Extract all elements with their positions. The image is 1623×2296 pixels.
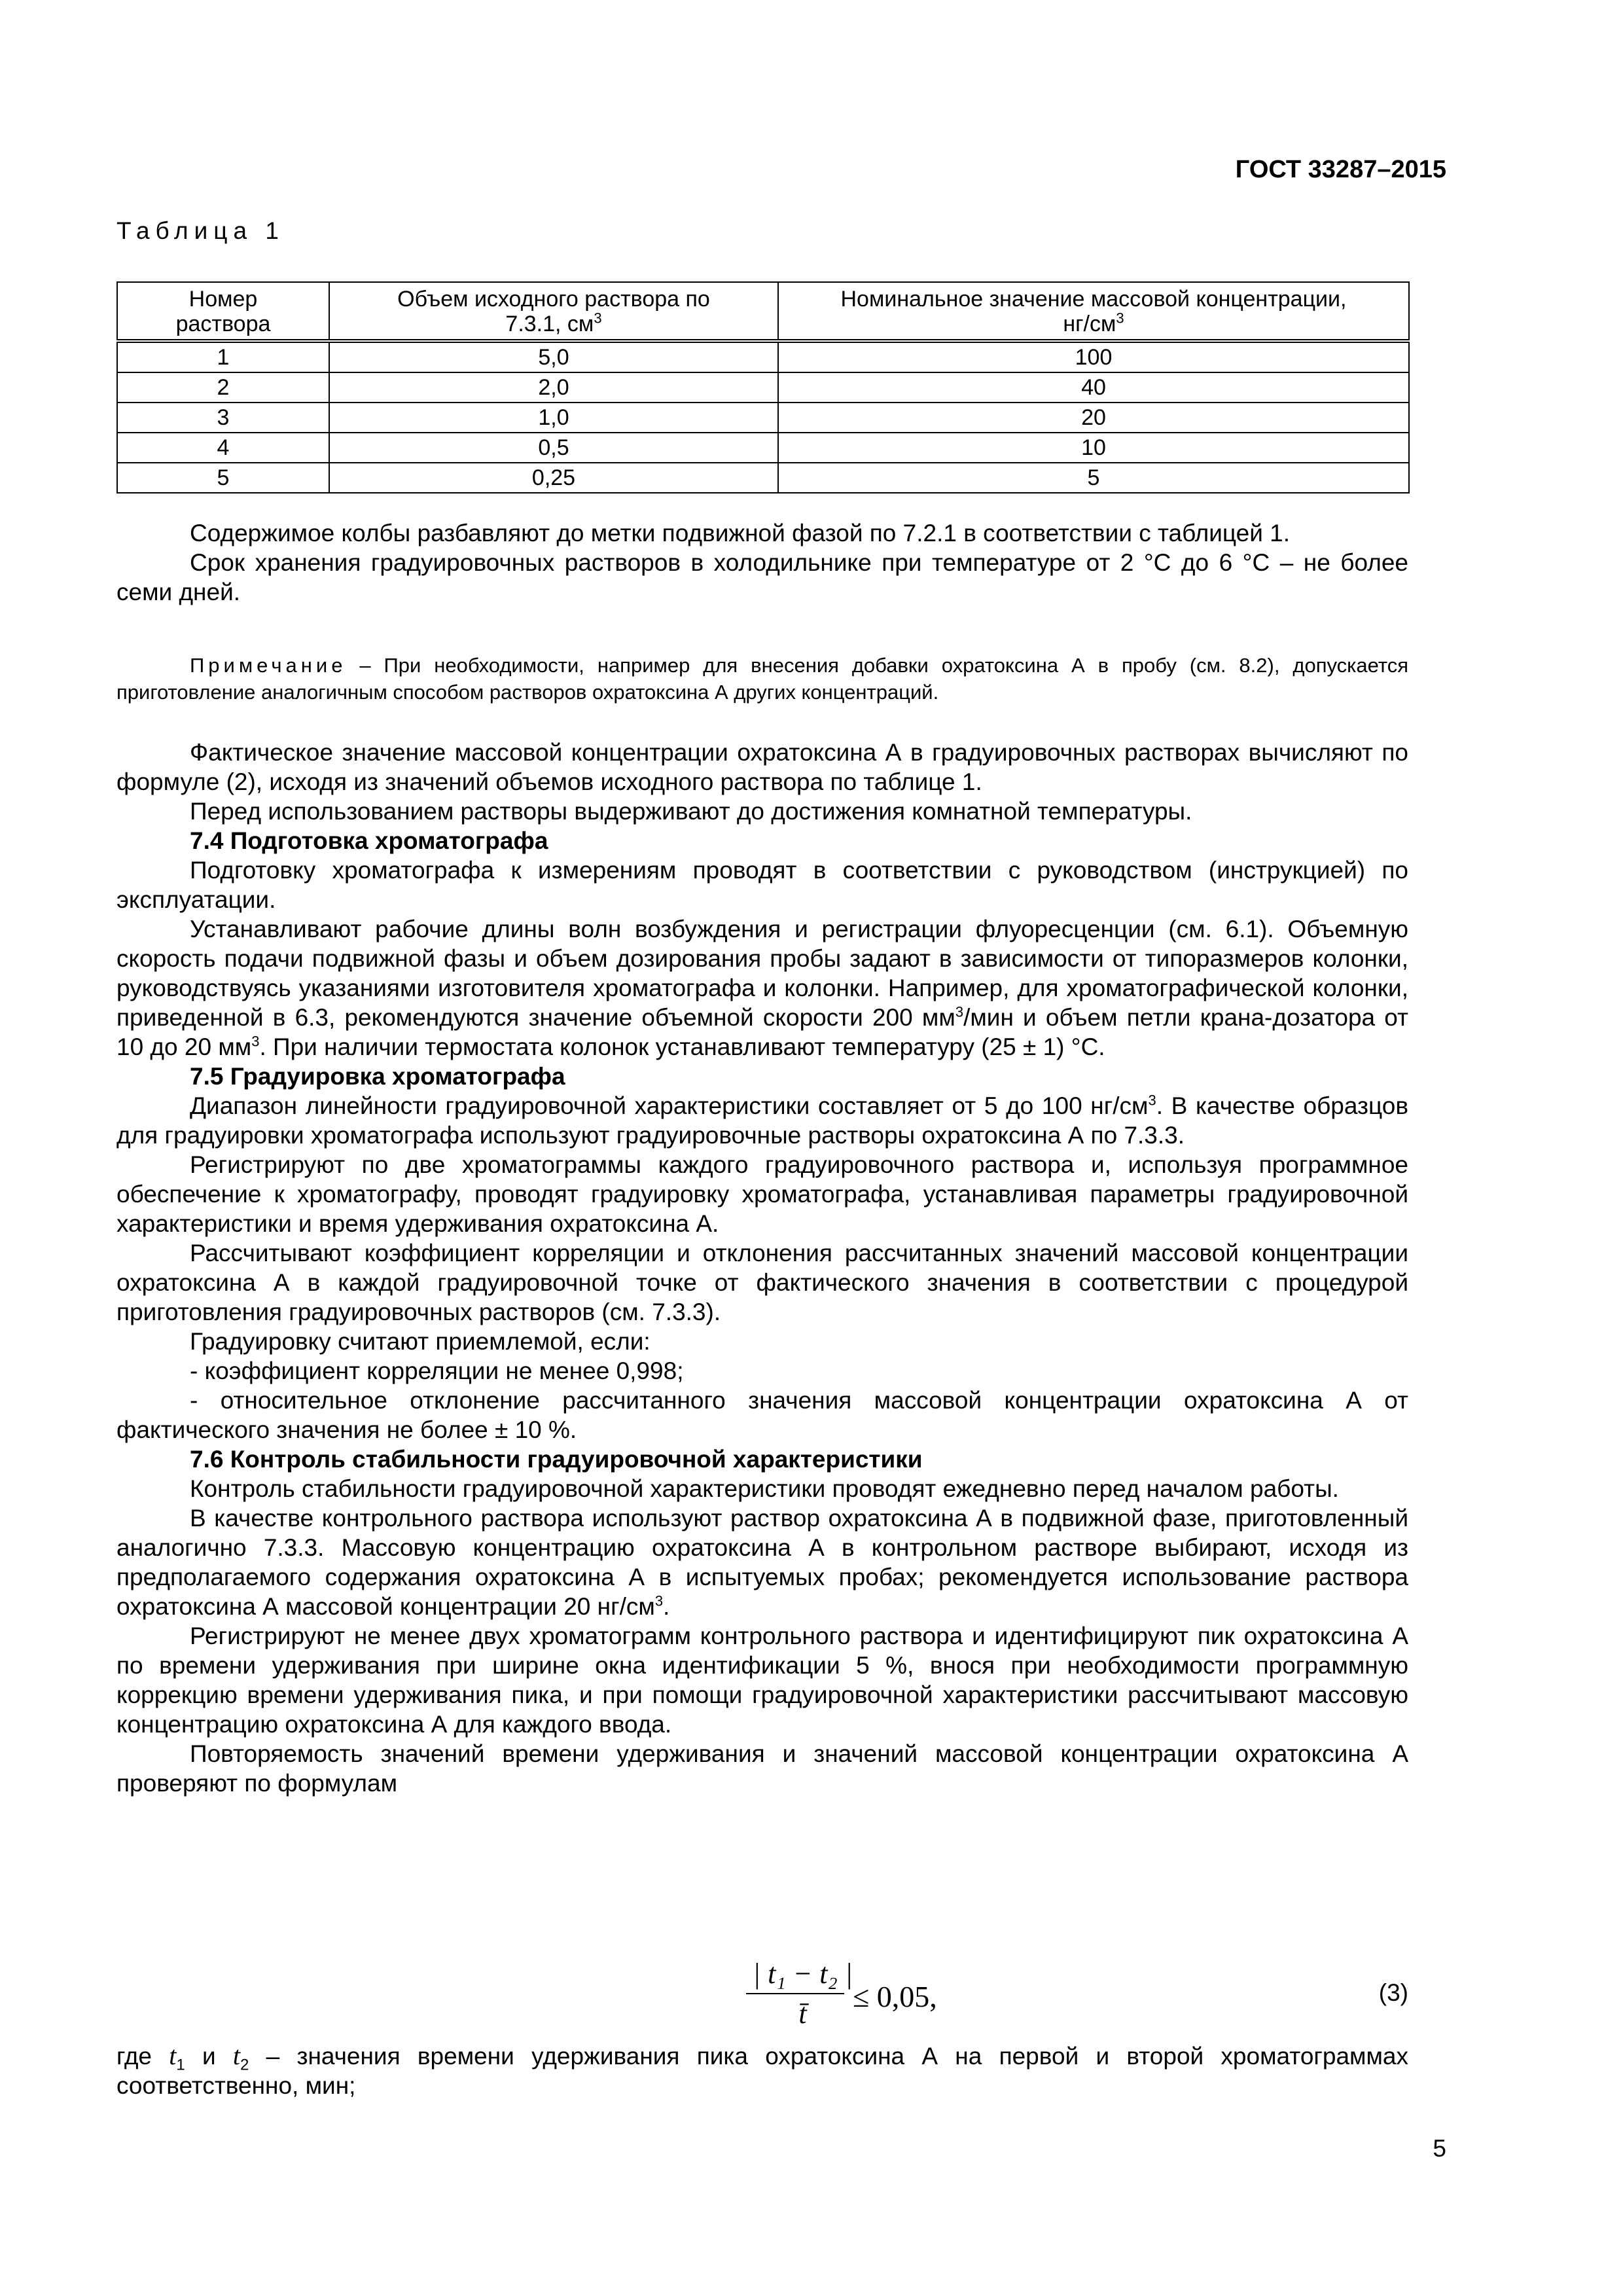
formula-denominator: t̄	[798, 1998, 807, 2030]
table-cell: 1,0	[329, 403, 778, 433]
table-cell: 0,5	[329, 433, 778, 463]
paragraph: Градуировку считают приемлемой, если:	[190, 1328, 651, 1355]
section-heading-7-4: 7.4 Подготовка хроматографа	[190, 827, 548, 854]
table-cell: 4	[117, 433, 329, 463]
table-row	[117, 463, 1409, 493]
formula-rhs: ≤ 0,05,	[853, 1980, 937, 2013]
table-cell: 0,25	[329, 463, 778, 493]
formula-number: (3)	[1378, 1979, 1408, 2006]
paragraph: Регистрируют по две хроматограммы каждого градуировочного раствора и, используя программное обеспечение к хроматографу, проводят градуировку хроматографа, устанавливая параметры градуировочной характеристики и время удерживания охратоксина А.	[116, 1151, 1408, 1237]
paragraph: Устанавливают рабочие длины волн возбуждения и регистрации флуоресценции (см. 6.1). Объемную скорость подачи подвижной фазы и объем дозирования пробы задают в зависимости от типоразмеров колонки, руководствуясь указаниями изготовителя хроматографа и колонки. Например, для хроматографической колонки, приведенной в 6.3, рекомендуются значение объемной скорости 200 $мм^3$/мин и объем петли крана-дозатора от 10 до 20 $мм^3$. При наличии термостата колонок устанавливают температуру (25 ± 1) °С.	[116, 916, 1408, 1060]
paragraph: Рассчитывают коэффициент корреляции и отклонения рассчитанных значений массовой концентрации охратоксина А в каждой градуировочной точке от фактического значения в соответствии с процедурой приготовления градуировочных растворов (см. 7.3.3).	[116, 1240, 1408, 1325]
table-cell: 100	[778, 341, 1409, 372]
page-number: 5	[1433, 2135, 1446, 2162]
column-header-solution-number: Номер раствора	[117, 282, 329, 341]
table-cell: 5	[117, 463, 329, 493]
paragraph: Диапазон линейности градуировочной характеристики составляет от 5 до 100 $нг/см^3$. В качестве образцов для градуировки хроматографа используют градуировочные растворы охратоксина А по 7.3.3.	[116, 1092, 1408, 1149]
table-cell: 20	[778, 403, 1409, 433]
table-cell: 5,0	[329, 341, 778, 372]
column-header-nominal-concentration: Номинальное значение массовой концентрации, $нг/см^3$	[778, 282, 1409, 341]
column-header-initial-volume: Объем исходного раствора по 7.3.1, $см^3$	[329, 282, 778, 341]
table-cell: 5	[778, 463, 1409, 493]
paragraph: Регистрируют не менее двух хроматограмм контрольного раствора и идентифицируют пик охратоксина А по времени удерживания при ширине окна идентификации 5 %, внося при необходимости программную коррекцию времени удерживания пика, и при помощи градуировочной характеристики рассчитывают массовую концентрацию охратоксина А для каждого ввода.	[116, 1623, 1408, 1738]
note-text: – При необходимости, например для внесения добавки охратоксина А в пробу (см. 8.2), допускается приготовление аналогичным способом растворов охратоксина А других концентраций.	[116, 654, 1408, 704]
table-cell: 3	[117, 403, 329, 433]
table-row	[117, 372, 1409, 403]
table-caption: Таблица 1	[116, 217, 285, 244]
paragraph: В качестве контрольного раствора используют раствор охратоксина А в подвижной фазе, приготовленный аналогично 7.3.3. Массовую концентрацию охратоксина А в контрольном растворе выбирают, исходя из предполагаемого содержания охратоксина А в испытуемых пробах; рекомендуется использование раствора охратоксина А массовой концентрации 20 $нг/см^3$.	[116, 1505, 1408, 1620]
table-row	[117, 341, 1409, 372]
note-block	[116, 652, 1408, 706]
table-cell: 10	[778, 433, 1409, 463]
paragraph: где $t_1$ и $t_2$ – значения времени удерживания пика охратоксина А на первой и второй хроматограммах соответственно, мин;	[116, 2041, 1409, 2099]
formula-numerator: | t₁ − t₂ |	[753, 1958, 853, 1990]
paragraph: Перед использованием растворы выдерживают до достижения комнатной температуры.	[190, 798, 1192, 825]
note-label: Примечание	[190, 654, 347, 677]
list-item: - относительное отклонение рассчитанного значения массовой концентрации охратоксина А от фактического значения не более ± 10 %.	[116, 1387, 1408, 1443]
section-heading-7-6: 7.6 Контроль стабильности градуировочной характеристики	[190, 1446, 923, 1473]
main-body	[116, 738, 1408, 1798]
paragraph: Повторяемость значений времени удерживания и значений массовой концентрации охратоксина А проверяют по формулам	[116, 1740, 1408, 1797]
paragraph: Содержимое колбы разбавляют до метки подвижной фазой по 7.2.1 в соответствии с таблицей 1.	[190, 520, 1291, 547]
paragraph: Подготовку хроматографа к измерениям проводят в соответствии с руководством (инструкцией) по эксплуатации.	[116, 857, 1408, 913]
table-cell: 1	[117, 341, 329, 372]
formula-explanation	[116, 2041, 1408, 2100]
formula-fraction	[746, 1957, 859, 2030]
fraction-bar	[746, 1993, 844, 1994]
calibration-solutions-table	[116, 281, 1410, 493]
table-header-row	[117, 282, 1409, 341]
paragraphs-after-table	[116, 518, 1408, 607]
table-cell: 40	[778, 372, 1409, 403]
document-header-standard: ГОСТ 33287–2015	[1235, 156, 1446, 183]
section-heading-7-5: 7.5 Градуировка хроматографа	[190, 1063, 565, 1090]
formula-3	[116, 1957, 1408, 2036]
table-cell: 2	[117, 372, 329, 403]
paragraph: Фактическое значение массовой концентрации охратоксина А в градуировочных растворах вычисляют по формуле (2), исходя из значений объемов исходного раствора по таблице 1.	[116, 739, 1408, 795]
paragraph: Срок хранения градуировочных растворов в холодильнике при температуре от 2 °С до 6 °С – не более семи дней.	[116, 549, 1408, 605]
table-row	[117, 433, 1409, 463]
list-item: - коэффициент корреляции не менее 0,998;	[190, 1357, 684, 1384]
paragraph: Контроль стабильности градуировочной характеристики проводят ежедневно перед началом работы.	[190, 1475, 1339, 1502]
table-cell: 2,0	[329, 372, 778, 403]
table-row	[117, 403, 1409, 433]
